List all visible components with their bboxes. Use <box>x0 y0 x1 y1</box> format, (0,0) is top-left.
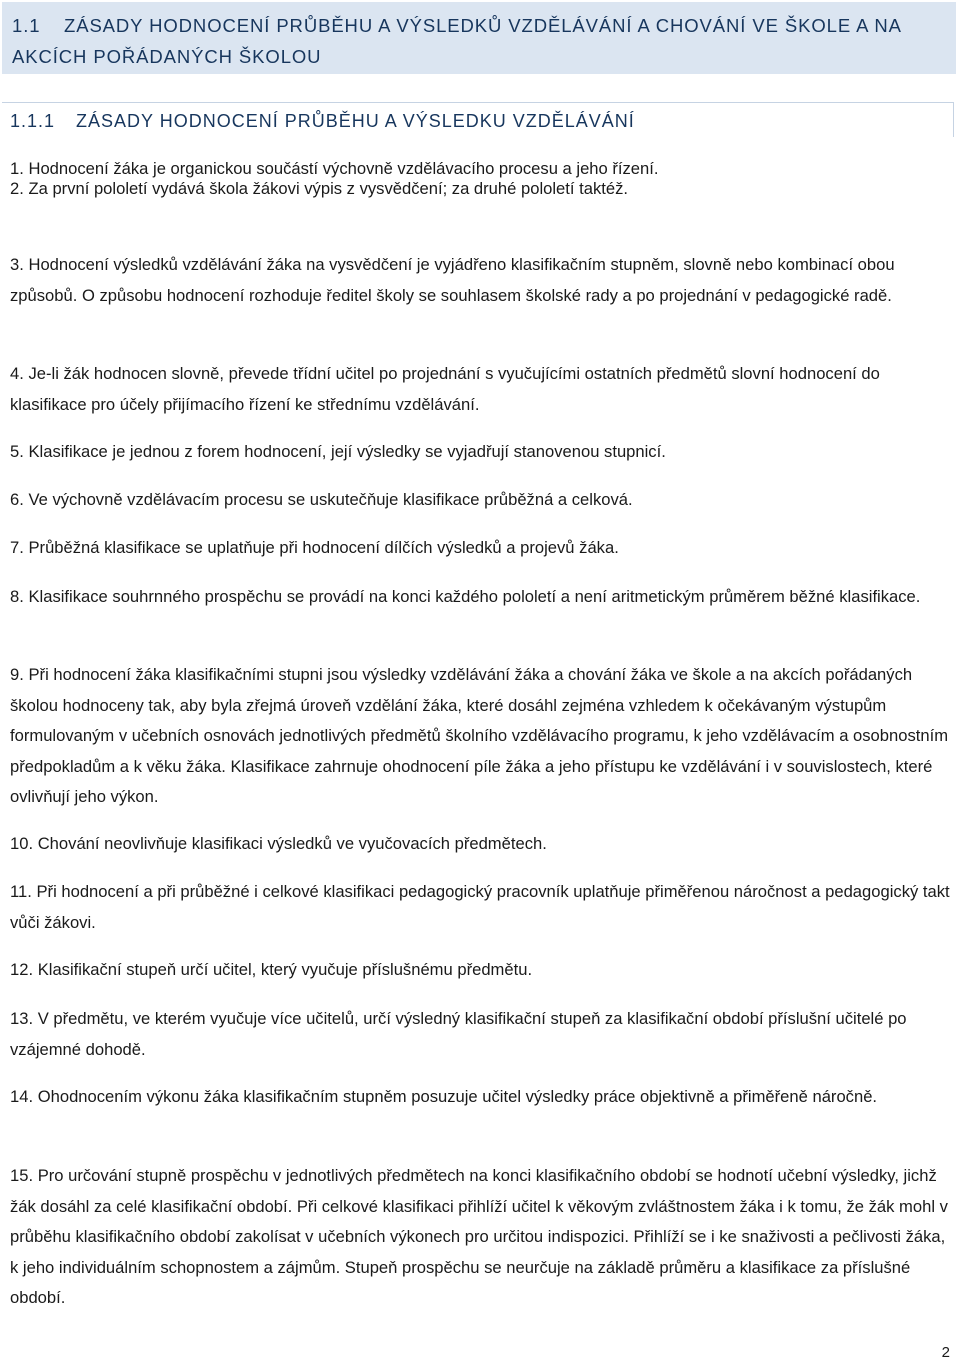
paragraph-number: 3. <box>10 255 24 274</box>
paragraph-number: 5. <box>10 442 24 461</box>
paragraph-number: 8. <box>10 587 24 606</box>
paragraph-9 <box>10 660 952 813</box>
chapter-heading-band <box>2 2 956 74</box>
paragraph-text: Hodnocení žáka je organickou součástí výchovně vzdělávacího procesu a jeho řízení. <box>28 159 659 178</box>
paragraph-3 <box>10 250 952 311</box>
paragraph-text: Při hodnocení žáka klasifikačními stupni jsou výsledky vzdělávání žáka a chování žáka ve škole a na akcích pořádaných školou hodnoceny tak, aby byla zřejmá úroveň vzdělání žáka, které dosáhl zejména vzhledem k očekávaným výstupům formulovaným v učebních osnovách jednotlivých předmětů školního vzdělávacího programu, k jeho vzdělávacím a osobnostním předpokladům a k věku žáka. Klasifikace zahrnuje ohodnocení píle žáka a jeho přístupu ke vzdělávání i v souvislostech, které ovlivňují jeho výkon. <box>10 665 949 806</box>
paragraph-number: 15. <box>10 1166 34 1185</box>
paragraph-text: Chování neovlivňuje klasifikaci výsledků ve vyučovacích předmětech. <box>37 834 547 853</box>
paragraph-text: Klasifikace souhrnného prospěchu se provádí na konci každého pololetí a není aritmetickým průměrem běžné klasifikace. <box>28 587 921 606</box>
paragraph-text: Ohodnocením výkonu žáka klasifikačním stupněm posuzuje učitel výsledky práce objektivně a přiměřeně náročně. <box>37 1087 878 1106</box>
paragraph-text: Ve výchovně vzdělávacím procesu se uskutečňuje klasifikace průběžná a celková. <box>28 490 633 509</box>
section-number: 1.1.1 <box>10 111 56 131</box>
paragraph-number: 11. <box>10 882 32 901</box>
page-number: 2 <box>941 1344 950 1361</box>
paragraph-8 <box>10 582 952 613</box>
paragraph-5 <box>10 437 952 468</box>
paragraph-6 <box>10 485 952 516</box>
section-heading <box>10 106 635 136</box>
chapter-heading <box>12 10 942 72</box>
paragraph-number: 4. <box>10 364 24 383</box>
chapter-number: 1.1 <box>12 15 41 36</box>
paragraph-11 <box>10 877 952 938</box>
paragraph-number: 9. <box>10 665 24 684</box>
paragraph-12 <box>10 955 952 986</box>
paragraph-number: 10. <box>10 834 34 853</box>
paragraph-13 <box>10 1004 952 1065</box>
paragraph-text: Klasifikační stupeň určí učitel, který vyučuje příslušnému předmětu. <box>37 960 533 979</box>
paragraph-number: 13. <box>10 1009 34 1028</box>
paragraph-number: 7. <box>10 538 24 557</box>
paragraph-text: Průběžná klasifikace se uplatňuje při hodnocení dílčích výsledků a projevů žáka. <box>28 538 619 557</box>
paragraph-10 <box>10 829 952 860</box>
paragraph-number: 2. <box>10 179 24 198</box>
paragraph-7 <box>10 533 952 564</box>
chapter-title: ZÁSADY HODNOCENÍ PRŮBĚHU A VÝSLEDKŮ VZDĚLÁVÁNÍ A CHOVÁNÍ VE ŠKOLE A NA AKCÍCH POŘÁDANÝCH ŠKOLOU <box>12 15 901 67</box>
paragraph-text: Za první pololetí vydává škola žákovi výpis z vysvědčení; za druhé pololetí taktéž. <box>28 179 628 198</box>
paragraph-text: Hodnocení výsledků vzdělávání žáka na vysvědčení je vyjádřeno klasifikačním stupněm, slovně nebo kombinací obou způsobů. O způsobu hodnocení rozhoduje ředitel školy se souhlasem školské rady a po projednání v pedagogické radě. <box>10 255 895 305</box>
paragraph-number: 12. <box>10 960 34 979</box>
paragraph-text: Klasifikace je jednou z forem hodnocení, její výsledky se vyjadřují stanovenou stupnicí. <box>28 442 666 461</box>
paragraph-number: 6. <box>10 490 24 509</box>
paragraph-number: 14. <box>10 1087 34 1106</box>
paragraph-text: V předmětu, ve kterém vyučuje více učitelů, určí výsledný klasifikační stupeň za klasifikační období příslušní učitelé po vzájemné dohodě. <box>10 1009 907 1059</box>
section-title: ZÁSADY HODNOCENÍ PRŮBĚHU A VÝSLEDKU VZDĚLÁVÁNÍ <box>76 111 635 131</box>
paragraph-2-body <box>10 174 952 205</box>
paragraph-text: Je-li žák hodnocen slovně, převede třídní učitel po projednání s vyučujícími ostatních předmětů slovní hodnocení do klasifikace pro účely přijímacího řízení ke střednímu vzdělávání. <box>10 364 880 414</box>
paragraph-4 <box>10 359 952 420</box>
section-heading-box <box>2 102 954 137</box>
paragraph-number: 1. <box>10 159 24 178</box>
paragraph-14 <box>10 1082 952 1113</box>
paragraph-15 <box>10 1161 952 1314</box>
paragraph-text: Pro určování stupně prospěchu v jednotlivých předmětech na konci klasifikačního období se hodnotí učební výsledky, jichž žák dosáhl za celé klasifikační období. Při celkové klasifikaci přihlíží učitel k věkovým zvláštnostem žáka i k tomu, že žák mohl v průběhu klasifikačního období zakolísat v učebních výkonech pro určitou indispozici. Přihlíží se i ke snaživosti a pečlivosti žáka, k jeho individuálním schopnostem a zájmům. Stupeň prospěchu se neurčuje na základě průměru a klasifikace za příslušné období. <box>10 1166 948 1307</box>
paragraph-text: Při hodnocení a při průběžné i celkové klasifikaci pedagogický pracovník uplatňuje přiměřenou náročnost a pedagogický takt vůči žákovi. <box>10 882 950 932</box>
